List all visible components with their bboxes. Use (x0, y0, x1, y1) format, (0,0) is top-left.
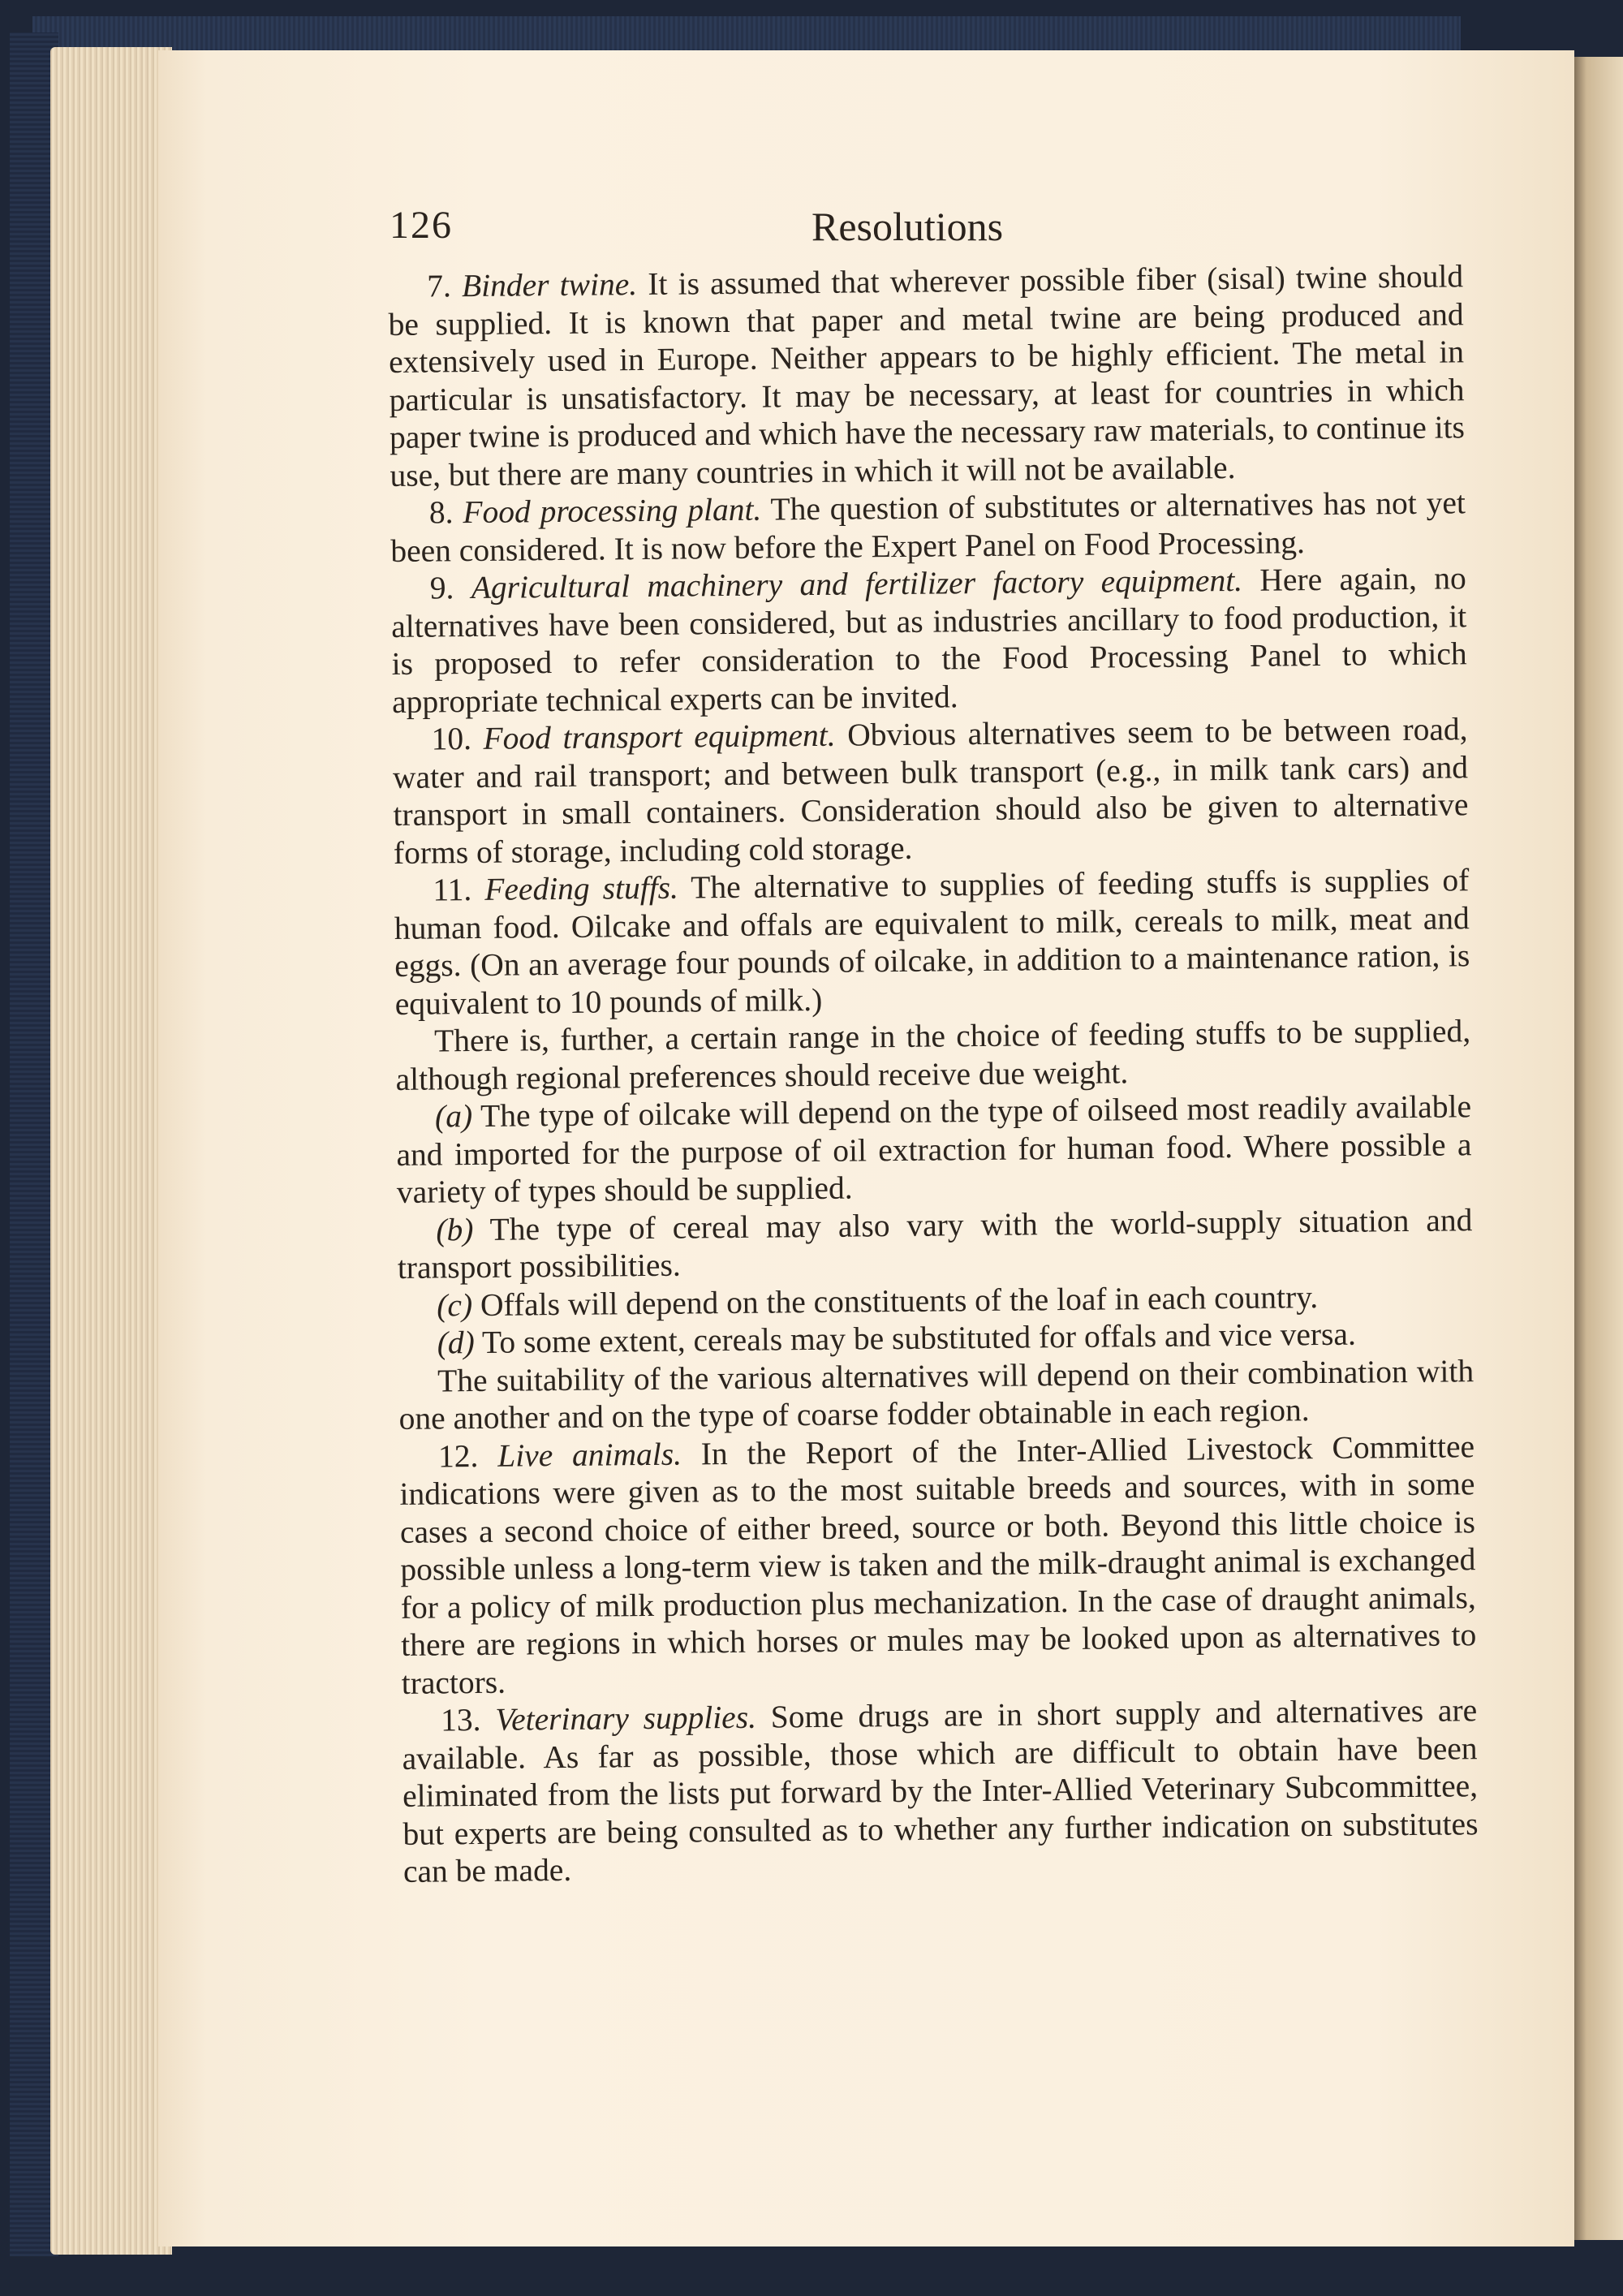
paragraph-item-c: (c) Offals will depend on the constituents of the loaf in each country. (437, 1278, 1319, 1323)
paragraph-feeding-stuffs: 11. Feeding stuffs. The alternative to supplies of feeding stuffs is supplies of human food. Oilcake and offals are equivalent to milk, cereals to milk, meat and eggs. (On an average four pounds of oilcake, in addition to a maintenance ration, is equivalent to 10 pounds of milk.) (394, 862, 1470, 1022)
page-title: Resolutions (812, 204, 1004, 249)
paragraph-binder-twine: 7. Binder twine. It is assumed that wherever possible fiber (sisal) twine should be supplied. It is known that paper and metal twine are being produced and extensively used in Europe. Neither appears to be highly efficient. The metal in particular is unsatisfactory. It may be necessary, at least for countries in which paper twine is produced and which have the necessary raw materials, to continue its use, but there are many countries in which it will not be available. (388, 258, 1466, 493)
page-number: 126 (390, 204, 453, 247)
book-cover-top (32, 16, 1461, 54)
paragraph-suitability: The suitability of the various alternatives will depend on their combination with one another and on the type of coarse fodder obtainable in each region. (398, 1352, 1474, 1437)
paragraph-feeding-range: There is, further, a certain range in the choice of feeding stuffs to be supplied, although regional preferences should receive due weight. (395, 1013, 1471, 1097)
paragraph-agricultural-machinery: 9. Agricultural machinery and fertilizer factory equipment. Here again, no alternatives have been considered, but as industries ancillary to food production, it is proposed to refer consideration to the Food Processing Panel to which appropriate technical experts can be invited. (391, 560, 1467, 720)
running-head (390, 195, 1461, 260)
paragraph-veterinary-supplies: 13. Veterinary supplies. Some drugs are in short supply and alternatives are available. As far as possible, those which are difficult to obtain have been eliminated from the lists put forward by the Inter-Allied Veterinary Subcommittee, but experts are being consulted as to whether any further indication on substitutes can be made. (402, 1692, 1479, 1889)
facing-page-edge (1570, 57, 1623, 2240)
page-edges (50, 47, 172, 2255)
body-text (388, 257, 1479, 1890)
paragraph-item-a: (a) The type of oilcake will depend on the type of oilseed most readily available and imported for the purpose of oil extraction for human food. Where possible a variety of types should be supplied. (396, 1088, 1472, 1210)
paragraph-item-d: (d) To some extent, cereals may be substituted for offals and vice versa. (437, 1316, 1357, 1361)
paragraph-item-b: (b) The type of cereal may also vary with the world-supply situation and transport possibilities. (397, 1201, 1473, 1286)
paragraph-live-animals: 12. Live animals. In the Report of the Inter-Allied Livestock Committee indications were given as to the most suitable breeds and sources, with in some cases a second choice of either breed, source or both. Beyond this little choice is possible unless a long-term view is taken and the milk-draught animal is exchanged for a policy of milk production plus mechanization. In the case of draught animals, there are regions in which horses or mules may be looked upon as alternatives to tractors. (399, 1428, 1477, 1701)
paragraph-food-processing-plant: 8. Food processing plant. The question of substitutes or alternatives has not yet been considered. It is now before the Expert Panel on Food Processing. (390, 485, 1466, 569)
paragraph-food-transport: 10. Food transport equipment. Obvious alternatives seem to be between road, water and rail transport; and between bulk transport (e.g., in milk tank cars) and transport in small containers. Consideration should also be given to alternative forms of storage, including cold storage. (392, 711, 1469, 871)
